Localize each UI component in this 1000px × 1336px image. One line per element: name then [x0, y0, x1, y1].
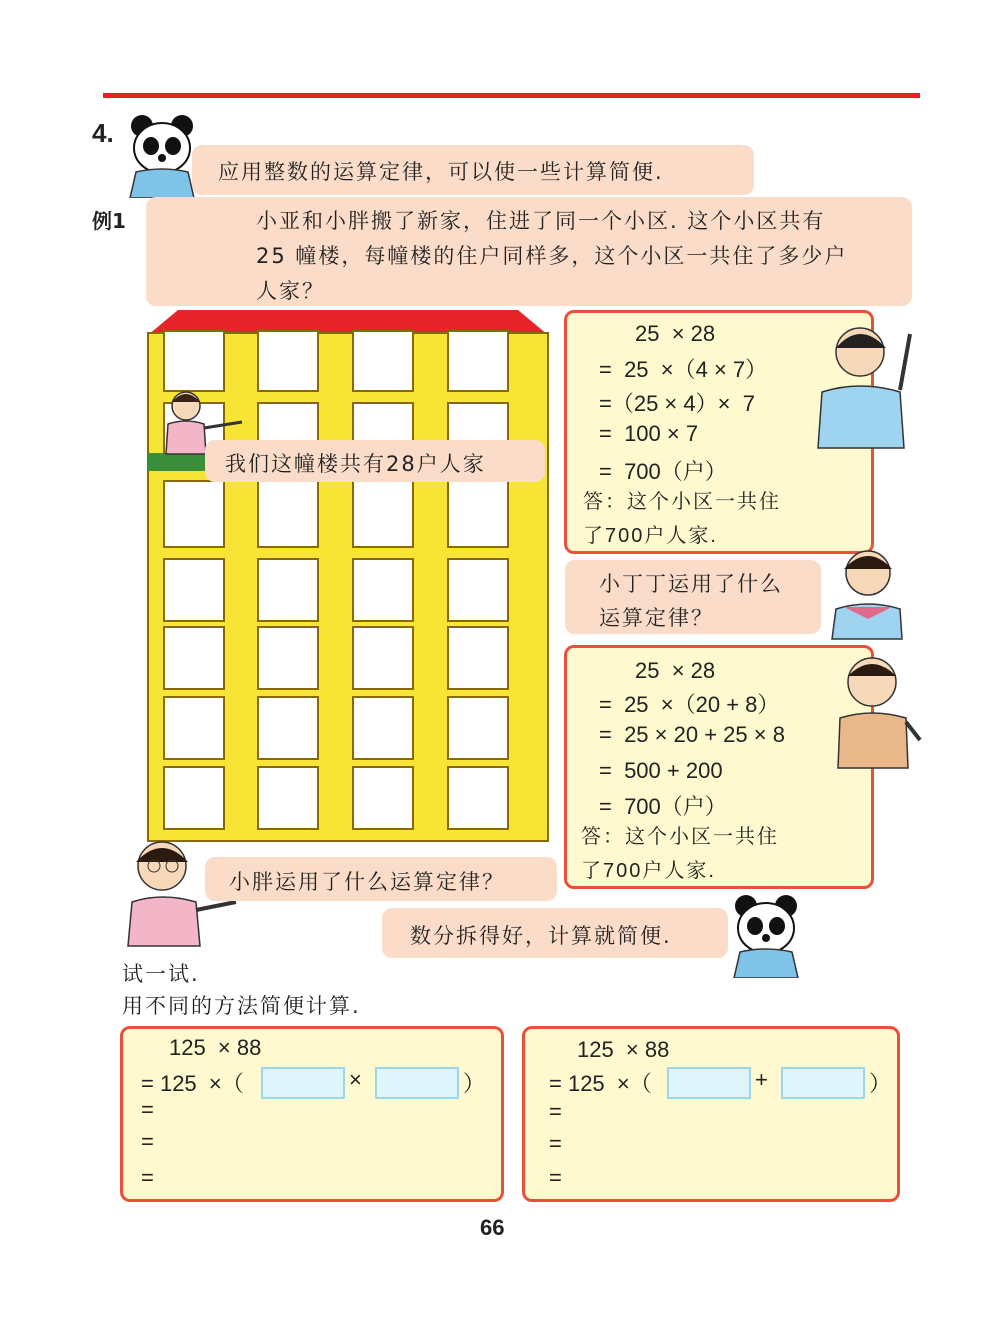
- try-title: 试一试.: [122, 962, 200, 986]
- method-2-line-1: 25 × 28: [635, 658, 716, 683]
- try-instruction: 用不同的方法简便计算.: [122, 994, 361, 1018]
- problem-line-3: 人家？: [256, 279, 325, 303]
- question-dingding-bubble: [565, 560, 821, 634]
- exercise-2-line-2-suffix: ）: [869, 1071, 892, 1096]
- method-1-answer-1: 答：这个小区一共住: [583, 491, 781, 513]
- exercise-1-box: [120, 1026, 504, 1202]
- method-1-line-1: 25 × 28: [635, 321, 716, 346]
- boy-xiaopang-illustration: [830, 652, 922, 770]
- question-dingding-line-2: 运算定律？: [599, 606, 714, 630]
- girl-speech-text: 我们这幢楼共有28户人家: [225, 452, 486, 476]
- panda-illustration-bottom: [726, 892, 806, 978]
- girl-speech-bubble: [205, 440, 545, 482]
- tip-bubble-top: [192, 145, 754, 195]
- example-label: 例1: [92, 209, 126, 233]
- exercise-2-blank-2[interactable]: [781, 1067, 865, 1099]
- method-1-line-3: =（25 × 4）× 7: [599, 391, 755, 416]
- exercise-2-line-1: 125 × 88: [577, 1037, 670, 1062]
- method-1-answer-2: 了700户人家.: [583, 525, 718, 547]
- exercise-1-eq-3: =: [141, 1165, 154, 1190]
- exercise-2-eq-2: =: [549, 1131, 562, 1156]
- exercise-2-line-2-prefix: = 125 ×（: [549, 1071, 652, 1096]
- exercise-1-blank-2[interactable]: [375, 1067, 459, 1099]
- method-1-line-2: = 25 ×（4 × 7）: [599, 357, 768, 382]
- question-xiaopang-bubble: [205, 857, 557, 901]
- method-2-line-4: = 500 + 200: [599, 758, 723, 783]
- question-xiaopang-text: 小胖运用了什么运算定律？: [229, 870, 505, 894]
- method-2-line-2: = 25 ×（20 + 8）: [599, 692, 780, 717]
- exercise-1-line-2-suffix: ）: [463, 1071, 486, 1096]
- header-rule: [103, 93, 920, 98]
- exercise-2-eq-3: =: [549, 1165, 562, 1190]
- exercise-1-operator: ×: [349, 1067, 362, 1092]
- boy-xiaoya-illustration: [808, 320, 918, 450]
- exercise-2-eq-1: =: [549, 1099, 562, 1124]
- method-1-line-5: = 700（户）: [599, 459, 727, 484]
- tip-top-text: 应用整数的运算定律，可以使一些计算简便.: [218, 160, 664, 184]
- exercise-2-box: [522, 1026, 900, 1202]
- method-1-line-4: = 100 × 7: [599, 421, 699, 446]
- tip-bubble-bottom: [382, 908, 728, 958]
- section-number: 4.: [92, 118, 114, 148]
- tip-bottom-text: 数分拆得好，计算就简便.: [410, 924, 672, 948]
- problem-line-2: 25 幢楼，每幢楼的住户同样多，这个小区一共住了多少户: [256, 244, 848, 268]
- exercise-1-line-1: 125 × 88: [169, 1035, 262, 1060]
- panda-illustration: [122, 112, 202, 198]
- problem-bubble: [146, 197, 912, 306]
- exercise-2-blank-1[interactable]: [667, 1067, 751, 1099]
- problem-line-1: 小亚和小胖搬了新家，住进了同一个小区. 这个小区共有: [256, 209, 826, 233]
- exercise-1-eq-2: =: [141, 1129, 154, 1154]
- method-2-line-5: = 700（户）: [599, 794, 727, 819]
- method-2-answer-1: 答：这个小区一共住: [581, 826, 779, 848]
- apartment-building-illustration: [138, 305, 558, 845]
- girl-xiaodingding-illustration: [826, 545, 908, 640]
- page-number: 66: [480, 1215, 505, 1240]
- exercise-1-line-2-prefix: = 125 ×（: [141, 1071, 244, 1096]
- method-2-answer-2: 了700户人家.: [581, 860, 716, 882]
- method-2-box: [564, 645, 874, 889]
- exercise-2-operator: +: [755, 1067, 768, 1092]
- exercise-1-blank-1[interactable]: [261, 1067, 345, 1099]
- method-2-line-3: = 25 × 20 + 25 × 8: [599, 722, 785, 747]
- exercise-1-eq-1: =: [141, 1097, 154, 1122]
- question-dingding-line-1: 小丁丁运用了什么: [599, 572, 783, 596]
